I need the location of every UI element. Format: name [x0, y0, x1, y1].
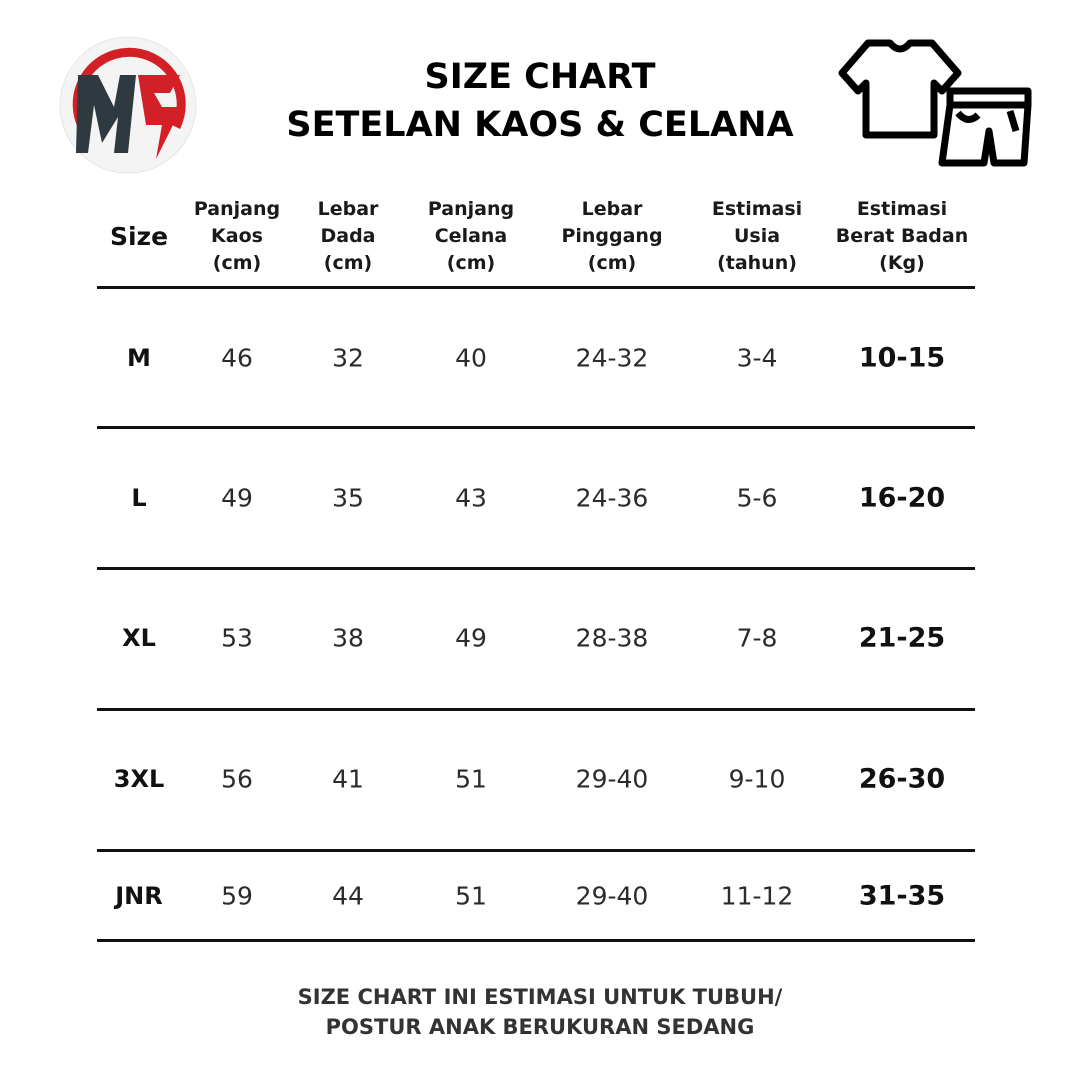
lebar-pinggang-cell: 29-40: [575, 764, 649, 794]
panjang-kaos-cell: 59: [221, 881, 253, 911]
panjang-celana-cell: 43: [455, 483, 487, 513]
header-estimasi-usia: Estimasi Usia (tahun): [711, 197, 803, 274]
panjang-kaos-cell: 53: [221, 623, 253, 653]
footer-note-line1: SIZE CHART INI ESTIMASI UNTUK TUBUH/: [297, 985, 783, 1009]
page-subtitle: SETELAN KAOS & CELANA: [286, 105, 794, 145]
estimasi-usia-cell: 3-4: [736, 343, 778, 373]
header-lebar-dada: Lebar Dada (cm): [317, 197, 379, 274]
lebar-dada-cell: 44: [332, 881, 364, 911]
lebar-dada-cell: 41: [332, 764, 364, 794]
header-lebar-pinggang: Lebar Pinggang (cm): [561, 197, 663, 274]
lebar-dada-cell: 35: [332, 483, 364, 513]
size-cell: JNR: [115, 882, 163, 910]
panjang-celana-cell: 40: [455, 343, 487, 373]
tshirt-icon: [842, 43, 958, 135]
table-divider: [97, 567, 975, 570]
table-divider: [97, 849, 975, 852]
size-cell: XL: [122, 624, 156, 652]
header-panjang-celana: Panjang Celana (cm): [427, 197, 515, 274]
lebar-dada-cell: 32: [332, 343, 364, 373]
footer-note-line2: POSTUR ANAK BERUKURAN SEDANG: [325, 1015, 755, 1039]
page-title: SIZE CHART: [424, 57, 656, 97]
brand-logo: [58, 35, 198, 175]
estimasi-berat-cell: 10-15: [858, 342, 946, 374]
table-divider: [97, 939, 975, 942]
estimasi-berat-cell: 16-20: [858, 482, 946, 514]
lebar-pinggang-cell: 28-38: [575, 623, 649, 653]
clothing-icons: [838, 35, 1038, 170]
size-cell: 3XL: [113, 765, 165, 793]
header-estimasi-berat: Estimasi Berat Badan (Kg): [835, 197, 969, 274]
panjang-kaos-cell: 49: [221, 483, 253, 513]
panjang-celana-cell: 51: [455, 881, 487, 911]
shorts-icon: [942, 91, 1028, 163]
table-divider: [97, 286, 975, 289]
header-size: Size: [109, 221, 169, 251]
panjang-kaos-cell: 46: [221, 343, 253, 373]
header-panjang-kaos: Panjang Kaos (cm): [193, 197, 281, 274]
table-divider: [97, 708, 975, 711]
estimasi-usia-cell: 7-8: [736, 623, 778, 653]
estimasi-usia-cell: 9-10: [728, 764, 786, 794]
lebar-pinggang-cell: 24-32: [575, 343, 649, 373]
panjang-kaos-cell: 56: [221, 764, 253, 794]
estimasi-berat-cell: 26-30: [858, 763, 946, 795]
table-divider: [97, 426, 975, 429]
estimasi-usia-cell: 11-12: [720, 881, 794, 911]
lebar-dada-cell: 38: [332, 623, 364, 653]
estimasi-usia-cell: 5-6: [736, 483, 778, 513]
panjang-celana-cell: 51: [455, 764, 487, 794]
size-cell: L: [131, 484, 147, 512]
panjang-celana-cell: 49: [455, 623, 487, 653]
estimasi-berat-cell: 21-25: [858, 622, 946, 654]
estimasi-berat-cell: 31-35: [858, 880, 946, 912]
size-cell: M: [127, 344, 151, 372]
lebar-pinggang-cell: 29-40: [575, 881, 649, 911]
lebar-pinggang-cell: 24-36: [575, 483, 649, 513]
